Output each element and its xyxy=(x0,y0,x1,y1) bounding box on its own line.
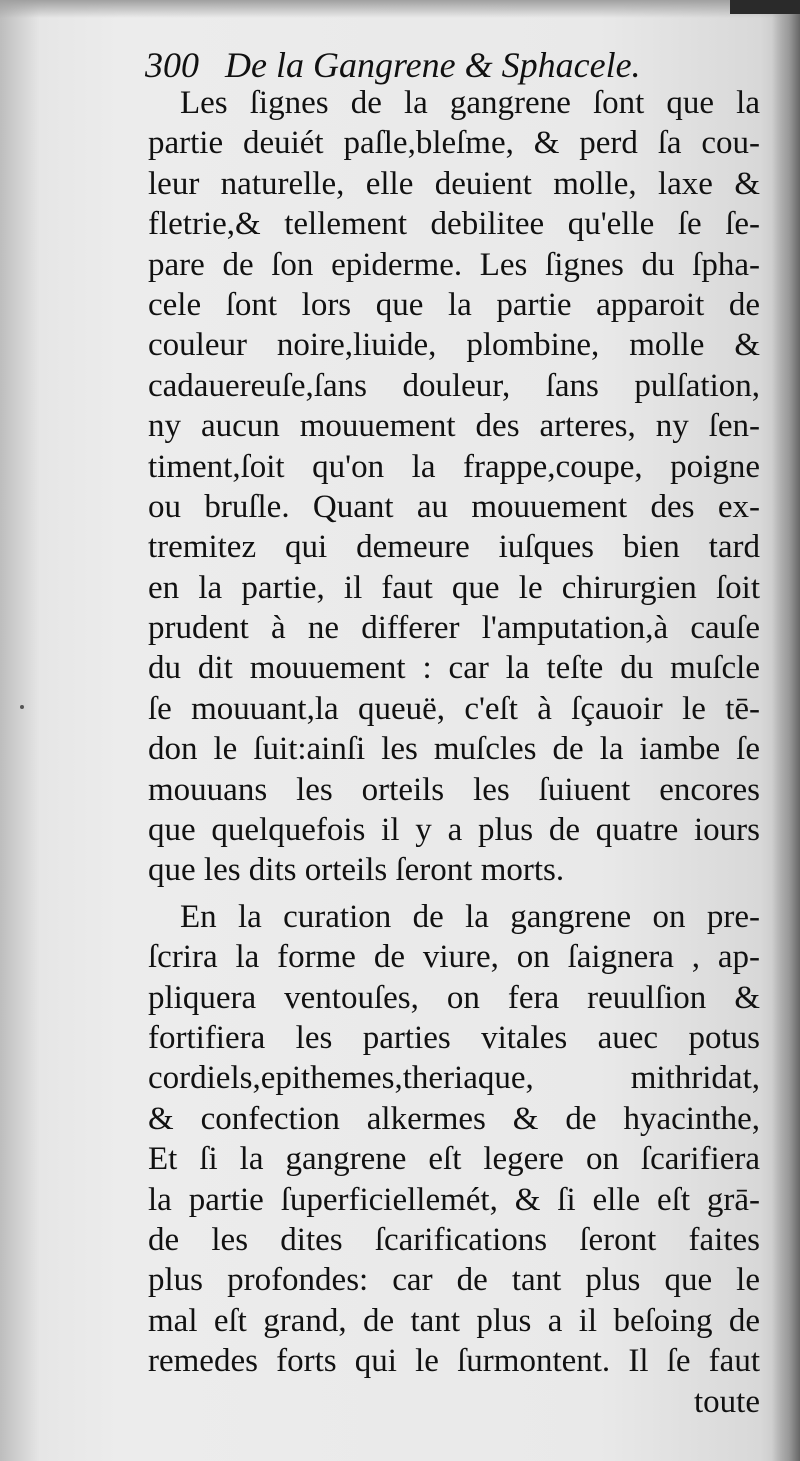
text-line: Les ſignes de la gangrene ſont que la xyxy=(180,85,760,121)
text-line: fletrie,& tellement debilitee qu'elle ſe ſe- xyxy=(148,206,760,243)
text-line: cadauereuſe,ſans douleur, ſans pulſation, xyxy=(148,367,760,404)
page-gutter-edge xyxy=(772,0,800,1461)
text-line: prudent à ne differer l'amputation,à cauſe xyxy=(148,610,760,647)
text-line: don le ſuit:ainſi les muſcles de la iambe ſe xyxy=(148,731,760,768)
text-block xyxy=(148,83,760,1422)
text-line: pliquera ventouſes, on fera reuulſion & xyxy=(148,979,760,1016)
text-line: de les dites ſcarifications ſeront faites xyxy=(148,1221,760,1258)
text-line: partie deuiét paſle,bleſme, & perd ſa cou- xyxy=(148,125,760,162)
text-line: fortifiera les parties vitales auec potus xyxy=(148,1019,760,1056)
running-title: De la Gangrene & Sphacele. xyxy=(225,45,641,85)
text-line: remedes forts qui le ſurmontent. Il ſe faut xyxy=(148,1343,760,1380)
text-line: pare de ſon epiderme. Les ſignes du ſpha- xyxy=(148,246,760,283)
text-line: tremitez qui demeure iuſques bien tard xyxy=(148,529,760,566)
text-line: cele ſont lors que la partie apparoit de xyxy=(148,286,760,323)
text-line: en la partie, il faut que le chirurgien ſoit xyxy=(148,569,760,606)
text-line: plus profondes: car de tant plus que le xyxy=(148,1262,760,1299)
text-line: timent,ſoit qu'on la frappe,coupe, poigne xyxy=(148,448,760,485)
running-header xyxy=(145,42,705,88)
text-line: ou bruſle. Quant au mouuement des ex- xyxy=(148,488,760,525)
text-line: mouuans les orteils les ſuiuent encores xyxy=(148,771,760,808)
text-line: ſe mouuant,la queuë, c'eſt à ſçauoir le tē- xyxy=(148,690,760,727)
text-line: cordiels,epithemes,theriaque, mithridat, xyxy=(148,1060,760,1097)
margin-speck xyxy=(20,705,24,709)
text-line: & confection alkermes & de hyacinthe, xyxy=(148,1100,760,1137)
text-line: que les dits orteils ſeront morts. xyxy=(148,852,565,889)
text-line: leur naturelle, elle deuient molle, laxe & xyxy=(148,165,760,202)
page-corner-shadow xyxy=(730,0,800,14)
text-line: Et ſi la gangrene eſt legere on ſcarifiera xyxy=(148,1141,760,1178)
text-line: du dit mouuement : car la teſte du muſcle xyxy=(148,650,760,687)
page-top-shadow xyxy=(0,0,800,18)
paragraph-1 xyxy=(148,83,760,891)
text-line: que quelquefois il y a plus de quatre iours xyxy=(148,812,760,849)
paragraph-2 xyxy=(148,897,760,1382)
text-line: couleur noire,liuide, plombine, molle & xyxy=(148,327,760,364)
page-number: 300 xyxy=(145,45,199,85)
text-line: ny aucun mouuement des arteres, ny ſen- xyxy=(148,408,760,445)
text-line: la partie ſuperficiellemét, & ſi elle eſt grā- xyxy=(148,1181,760,1218)
text-line: ſcrira la forme de viure, on ſaignera , ap- xyxy=(148,939,760,976)
text-line: En la curation de la gangrene on pre- xyxy=(180,898,760,935)
text-line: mal eſt grand, de tant plus a il beſoing de xyxy=(148,1302,760,1339)
catchword: toute xyxy=(694,1383,760,1420)
